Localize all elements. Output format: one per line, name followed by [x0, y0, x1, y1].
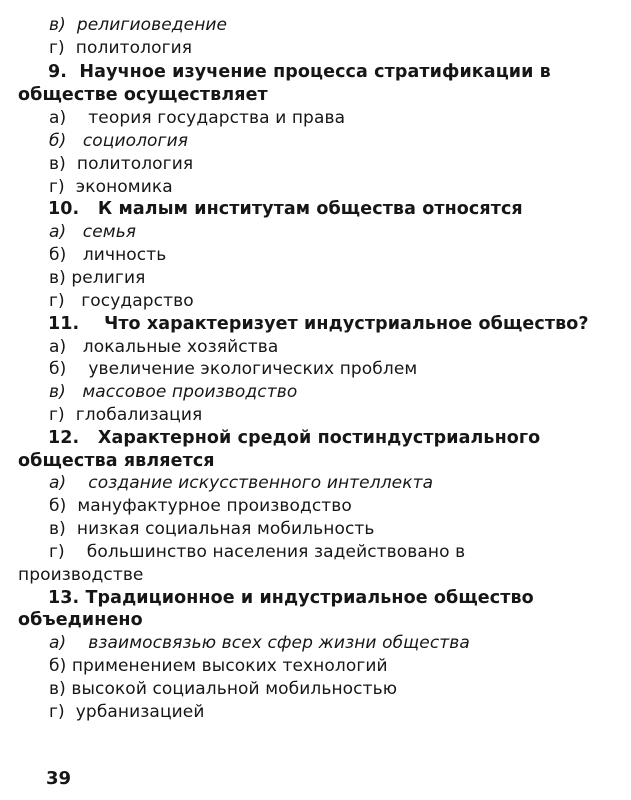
q12-option-a: а) создание искусственного интеллекта [49, 473, 434, 493]
question-9-line2: обществе осуществляет [18, 85, 268, 105]
page-number: 39 [46, 768, 72, 789]
q10-option-b: б) личность [49, 245, 167, 265]
q9-option-a: а) теория государства и права [49, 108, 346, 128]
q12-option-g-line1: г) большинство населения задействовано в [49, 542, 466, 562]
q11-option-g: г) глобализация [49, 405, 203, 425]
q13-option-v: в) высокой социальной мобильностью [49, 679, 398, 699]
q10-option-a: а) семья [49, 222, 137, 242]
question-12-line1: 12. Характерной средой постиндустриального [48, 428, 541, 448]
q11-option-b: б) увеличение экологических проблем [49, 359, 418, 379]
q11-option-a: а) локальные хозяйства [49, 337, 279, 357]
question-10: 10. К малым институтам общества относятся [48, 199, 523, 219]
q12-option-b: б) мануфактурное производство [49, 496, 352, 516]
q13-option-a: а) взаимосвязью всех сфер жизни общества [49, 633, 470, 653]
question-13-line2: объединено [18, 610, 143, 630]
q12-option-g-line2: производстве [18, 565, 144, 585]
q9-option-g: г) экономика [49, 177, 173, 197]
q10-option-g: г) государство [49, 291, 194, 311]
q12-option-v: в) низкая социальная мобильность [49, 519, 375, 539]
q8-option-v: в) религиоведение [49, 15, 228, 35]
q11-option-v: в) массовое производство [49, 382, 298, 402]
q10-option-v: в) религия [49, 268, 146, 288]
q13-option-b: б) применением высоких технологий [49, 656, 388, 676]
question-11: 11. Что характеризует индустриальное общество? [48, 314, 589, 334]
question-9-line1: 9. Научное изучение процесса стратификации в [48, 62, 551, 82]
q13-option-g: г) урбанизацией [49, 702, 205, 722]
question-12-line2: общества является [18, 451, 215, 471]
q9-option-v: в) политология [49, 154, 194, 174]
q9-option-b: б) социология [49, 131, 189, 151]
q8-option-g: г) политология [49, 38, 193, 58]
question-13-line1: 13. Традиционное и индустриальное общество [48, 588, 534, 608]
